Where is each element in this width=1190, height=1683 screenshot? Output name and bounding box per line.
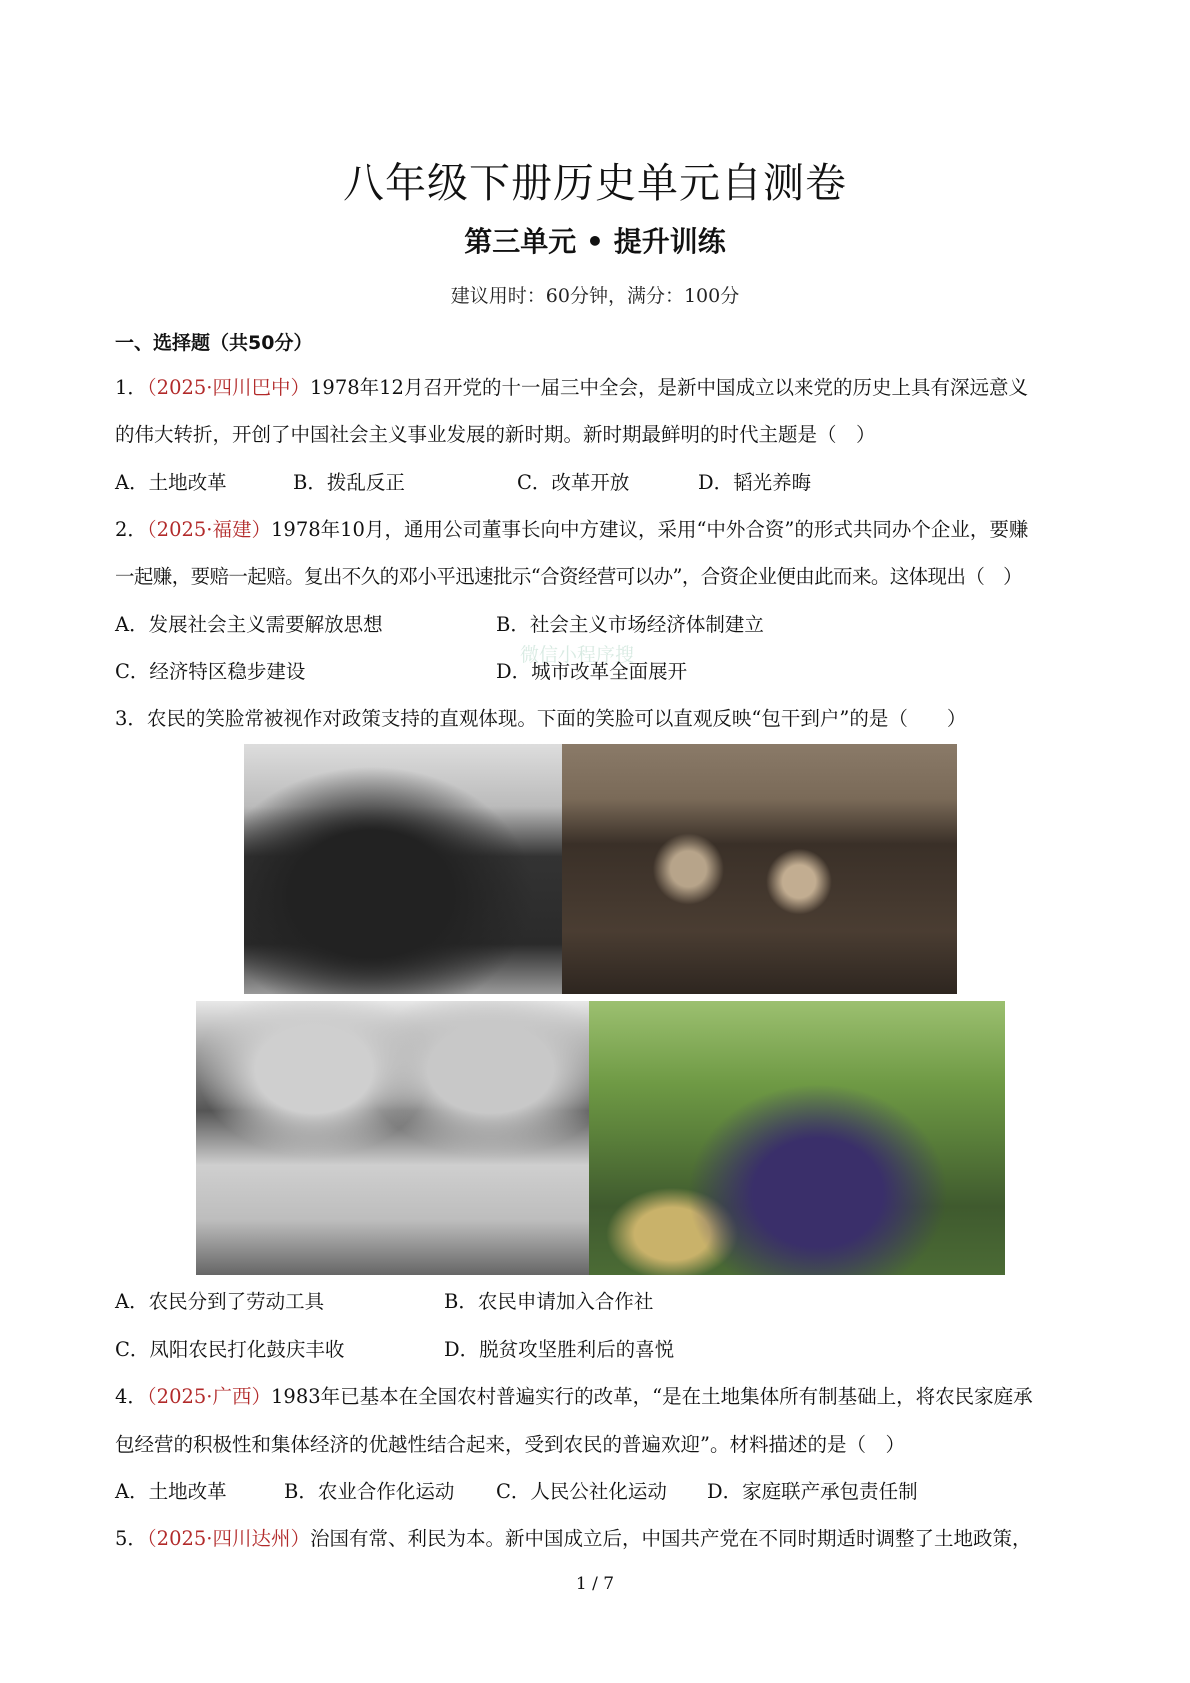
- watermark: 微信小程序搜: [520, 644, 635, 666]
- question-number: 2．: [115, 518, 147, 541]
- question-text: 农民的笑脸常被视作对政策支持的直观体现。下面的笑脸可以直观反映“包干到户”的是（ ）: [146, 707, 967, 730]
- photo-kiwi-harvest-joy: [589, 1001, 1005, 1275]
- question-3: [115, 706, 966, 732]
- question-number: 3．: [115, 707, 147, 730]
- option-b: B．农业合作化运动: [284, 1480, 455, 1503]
- option-d: D．韬光养晦: [698, 471, 812, 494]
- option-c: C．凤阳农民打化鼓庆丰收: [115, 1338, 345, 1361]
- question-number: 5．: [115, 1527, 147, 1550]
- option-a: A．土地改革: [115, 471, 227, 494]
- option-d: D．脱贫攻坚胜利后的喜悦: [444, 1338, 675, 1361]
- question-1: [115, 375, 1028, 401]
- question-5: [115, 1526, 1032, 1552]
- option-b: B．拨乱反正: [293, 471, 405, 494]
- option-c: C．经济特区稳步建设: [115, 660, 306, 683]
- question-1-line-2: 的伟大转折，开创了中国社会主义事业发展的新时期。新时期最鲜明的时代主题是（ ）: [115, 423, 876, 446]
- question-source: （2025·四川巴中）: [146, 376, 310, 399]
- question-text: 1978年10月，通用公司董事长向中方建议，采用“中外合资”的形式共同办个企业，要赚: [271, 518, 1029, 541]
- question-source: （2025·四川达州）: [146, 1527, 310, 1550]
- option-a: A．土地改革: [115, 1480, 227, 1503]
- question-2: [115, 517, 1028, 543]
- question-2-line-2: 一起赚，要赔一起赔。复出不久的邓小平迅速批示“合资经营可以办”，合资企业便由此而来。这体现出（ ）: [115, 565, 1023, 588]
- option-a: A．农民分到了劳动工具: [115, 1290, 325, 1313]
- question-text: 治国有常、利民为本。新中国成立后，中国共产党在不同时期适时调整了土地政策，: [310, 1527, 1032, 1550]
- question-text: 1978年12月召开党的十一届三中全会，是新中国成立以来党的历史上具有深远意义: [310, 376, 1028, 399]
- question-number: 4．: [115, 1385, 147, 1408]
- option-a: A．发展社会主义需要解放思想: [115, 613, 383, 636]
- option-c: C．改革开放: [517, 471, 630, 494]
- option-b: B．社会主义市场经济体制建立: [496, 613, 764, 636]
- question-source: （2025·福建）: [146, 518, 271, 541]
- question-source: （2025·广西）: [146, 1385, 271, 1408]
- question-4-line-2: 包经营的积极性和集体经济的优越性结合起来，受到农民的普遍欢迎”。材料描述的是（ ）: [115, 1433, 905, 1456]
- time-and-score: 建议用时：60分钟，满分：100分: [450, 285, 740, 307]
- option-d: D．家庭联产承包责任制: [707, 1480, 918, 1503]
- document-title: 八年级下册历史单元自测卷: [343, 159, 847, 207]
- option-d: D．城市改革全面展开: [496, 660, 688, 683]
- photo-farmers-with-tools: [244, 744, 562, 994]
- question-4: [115, 1384, 1033, 1410]
- option-c: C．人民公社化运动: [496, 1480, 667, 1503]
- photo-farmers-applying-cooperative: [562, 744, 957, 994]
- question-number: 1．: [115, 376, 147, 399]
- section-heading: 一、选择题（共50分）: [115, 332, 313, 354]
- question-text: 1983年已基本在全国农村普遍实行的改革，“是在土地集体所有制基础上，将农民家庭承: [271, 1385, 1033, 1408]
- page-number: 1 / 7: [575, 1574, 615, 1594]
- document-subtitle: 第三单元 • 提升训练: [464, 225, 726, 258]
- option-b: B．农民申请加入合作社: [444, 1290, 654, 1313]
- photo-flower-drum-celebration: [196, 1001, 589, 1275]
